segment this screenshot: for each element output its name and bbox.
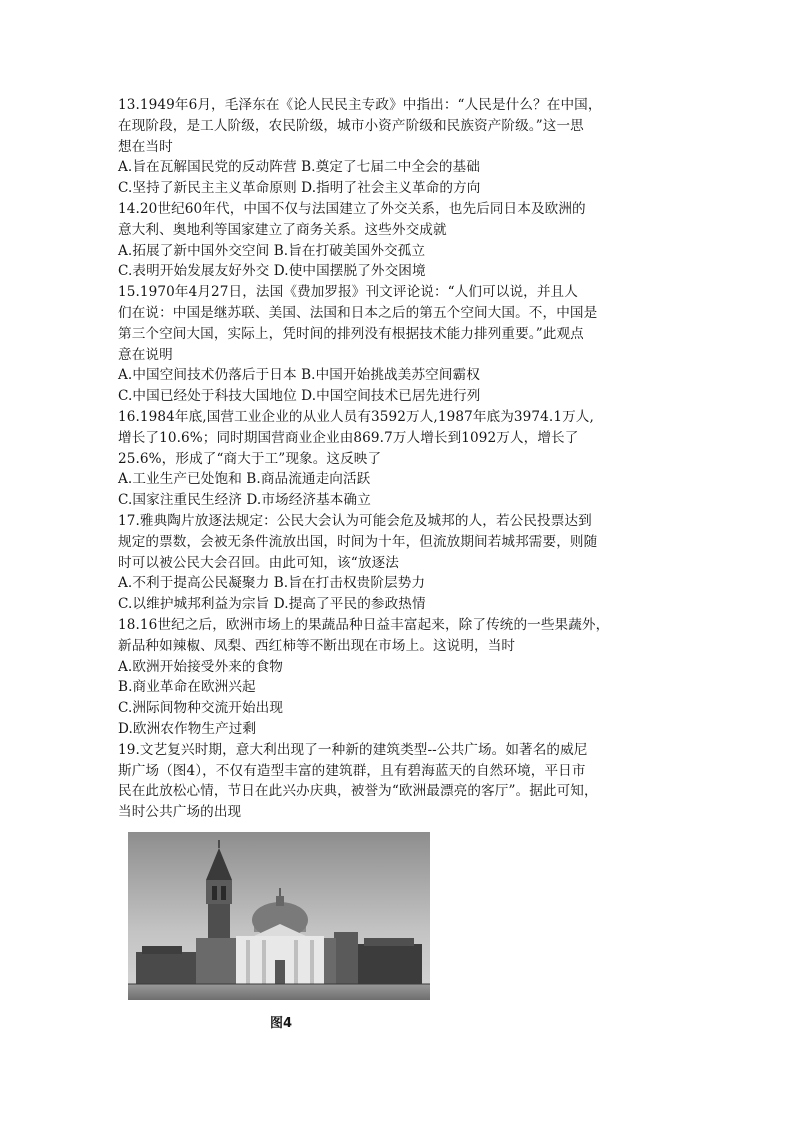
question-stem-line: 14.20世纪60年代，中国不仅与法国建立了外交关系，也先后同日本及欧洲的 bbox=[118, 200, 586, 217]
question-stem-line: 18.16世纪之后，欧洲市场上的果蔬品种日益丰富起来，除了传统的一些果蔬外， bbox=[118, 616, 610, 633]
question-stem-line: 意在说明 bbox=[118, 346, 173, 363]
question-stem-line: 25.6%，形成了“商大于工”现象。这反映了 bbox=[118, 450, 382, 467]
question-stem-line: 民在此放松心情，节日在此兴办庆典，被誉为“欧洲最漂亮的客厅”。据此可知， bbox=[118, 783, 598, 800]
question-stem-line: 想在当时 bbox=[118, 138, 173, 155]
answer-option-line: A.拓展了新中国外交空间 B.旨在打破美国外交孤立 bbox=[118, 242, 426, 259]
answer-option-line: D.欧洲农作物生产过剩 bbox=[118, 720, 257, 737]
question-list bbox=[118, 95, 678, 823]
answer-option-line: A.工业生产已处饱和 B.商品流通走向活跃 bbox=[118, 471, 371, 488]
question-stem-line: 规定的票数，会被无条件流放出国，时间为十年，但流放期间若城邦需要，则随 bbox=[118, 533, 598, 550]
answer-option-line: C.国家注重民生经济 D.市场经济基本确立 bbox=[118, 492, 371, 509]
question-stem-line: 16.1984年底,国营工业企业的从业人员有3592万人,1987年底为3974.1万人, bbox=[118, 408, 594, 425]
venice-square-photo bbox=[128, 832, 430, 1000]
answer-option-line: A.旨在瓦解国民党的反动阵营 B.奠定了七届二中全会的基础 bbox=[118, 159, 480, 176]
question-stem-line: 19.文艺复兴时期，意大利出现了一种新的建筑类型--公共广场。如著名的威尼 bbox=[118, 741, 588, 758]
answer-option-line: C.表明开始发展友好外交 D.使中国摆脱了外交困境 bbox=[118, 263, 426, 280]
question-stem-line: 15.1970年4月27日，法国《费加罗报》刊文评论说：“人们可以说，并且人 bbox=[118, 284, 578, 301]
answer-option-line: C.以维护城邦利益为宗旨 D.提高了平民的参政热情 bbox=[118, 596, 426, 613]
question-stem-line: 增长了10.6%；同时期国营商业企业由869.7万人增长到1092万人，增长了 bbox=[118, 429, 579, 446]
figure-caption: 图4 bbox=[270, 1016, 293, 1031]
answer-option-line: C.中国已经处于科技大国地位 D.中国空间技术已居先进行列 bbox=[118, 388, 481, 405]
question-stem-line: 时可以被公民大会召回。由此可知，该“放逐法 bbox=[118, 554, 399, 571]
question-stem-line: 新品种如辣椒、凤梨、西红柿等不断出现在市场上。这说明，当时 bbox=[118, 637, 516, 654]
answer-option-line: A.不利于提高公民凝聚力 B.旨在打击权贵阶层势力 bbox=[118, 575, 426, 592]
answer-option-line: C.坚持了新民主主义革命原则 D.指明了社会主义革命的方向 bbox=[118, 180, 481, 197]
answer-option-line: A.欧洲开始接受外来的食物 bbox=[118, 658, 283, 675]
question-stem-line: 第三个空间大国，实际上，凭时间的排列没有根据技术能力排列重要。”此观点 bbox=[118, 325, 584, 342]
question-stem-line: 意大利、奥地利等国家建立了商务关系。这些外交成就 bbox=[118, 221, 447, 238]
answer-option-line: B.商业革命在欧洲兴起 bbox=[118, 679, 256, 696]
question-stem-line: 17.雅典陶片放逐法规定：公民大会认为可能会危及城邦的人，若公民投票达到 bbox=[118, 512, 592, 529]
question-stem-line: 当时公共广场的出现 bbox=[118, 804, 242, 821]
answer-option-line: A.中国空间技术仍落后于日本 B.中国开始挑战美苏空间霸权 bbox=[118, 367, 480, 384]
question-stem-line: 们在说：中国是继苏联、美国、法国和日本之后的第五个空间大国。不，中国是 bbox=[118, 304, 598, 321]
question-stem-line: 在现阶段，是工人阶级，农民阶级，城市小资产阶级和民族资产阶级。”这一思 bbox=[118, 117, 584, 134]
answer-option-line: C.洲际间物种交流开始出现 bbox=[118, 700, 284, 717]
question-stem-line: 斯广场（图4），不仅有造型丰富的建筑群，且有碧海蓝天的自然环境，平日市 bbox=[118, 762, 586, 779]
question-stem-line: 13.1949年6月，毛泽东在《论人民民主专政》中指出：“人民是什么？在中国， bbox=[118, 97, 602, 113]
